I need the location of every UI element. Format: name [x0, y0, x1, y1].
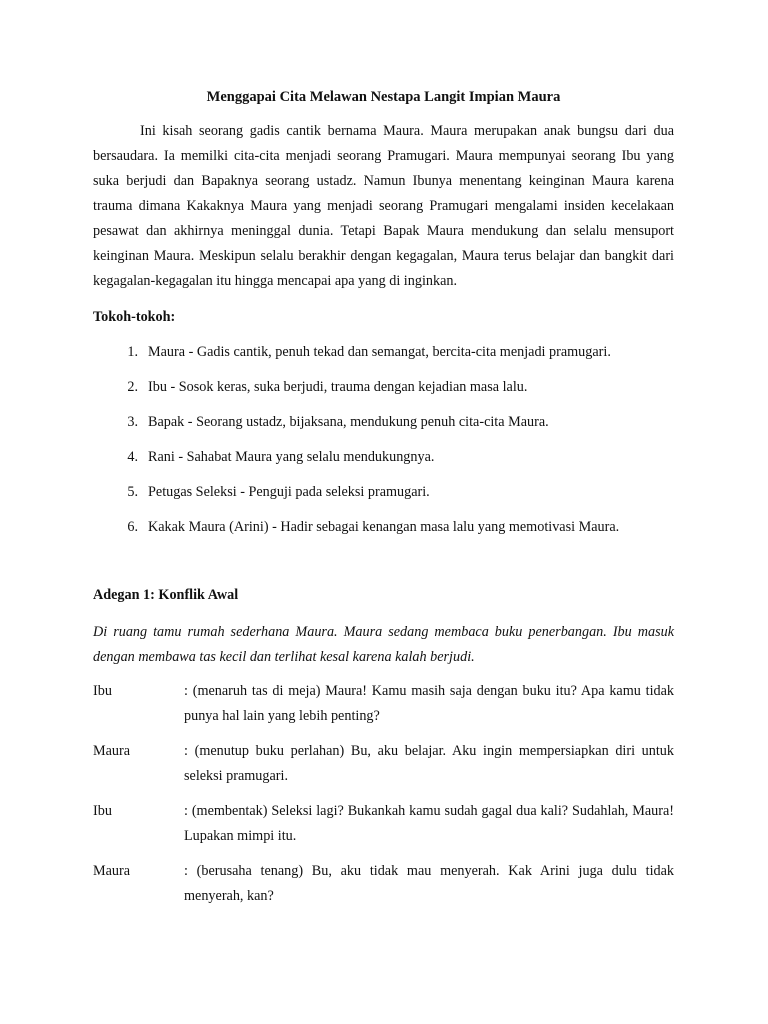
list-number: 1.	[127, 344, 138, 360]
scene-heading: Adegan 1: Konflik Awal	[93, 587, 239, 603]
dialogue-entry	[93, 739, 674, 789]
dialogue-line: : (berusaha tenang) Bu, aku tidak mau menyerah. Kak Arini juga dulu tidak menyerah, kan?	[184, 863, 674, 904]
dialogue-speaker: Maura	[93, 743, 131, 759]
list-item	[93, 377, 674, 412]
intro-paragraph: Ini kisah seorang gadis cantik bernama Maura. Maura merupakan anak bungsu dari dua bersaudara. Ia memilki cita-cita menjadi seorang Pramugari. Maura mempunyai seorang Ibu yang suka berjudi dan Bapaknya seorang ustadz. Namun Ibunya menentang keinginan Maura karena trauma dimana Kakaknya Maura yang menjadi seorang Pramugari mengalami insiden kecelakaan pesawat dan akhirnya meninggal dunia. Tetapi Bapak Maura mendukung dan selalu mensuport keinginan Maura. Meskipun selalu berakhir dengan kegagalan, Maura terus belajar dan bangkit dari kegagalan-kegagalan itu hingga mencapai apa yang di inginkan.	[93, 123, 674, 289]
list-item	[93, 342, 674, 377]
list-item	[93, 447, 674, 482]
list-text: Bapak - Seorang ustadz, bijaksana, mendukung penuh cita-cita Maura.	[148, 414, 549, 430]
characters-heading: Tokoh-tokoh:	[93, 309, 176, 325]
dialogue-speaker: Ibu	[93, 803, 112, 819]
list-text: Ibu - Sosok keras, suka berjudi, trauma dengan kejadian masa lalu.	[148, 379, 528, 395]
dialogue-line: : (menutup buku perlahan) Bu, aku belajar. Aku ingin mempersiapkan diri untuk seleksi pramugari.	[184, 743, 674, 784]
dialogue-speaker: Maura	[93, 863, 131, 879]
dialogue-entry	[93, 679, 674, 729]
list-item	[93, 482, 674, 517]
dialogue-entry	[93, 859, 674, 909]
list-number: 3.	[127, 414, 138, 430]
document-title: Menggapai Cita Melawan Nestapa Langit Impian Maura	[206, 89, 561, 105]
dialogue-entry	[93, 799, 674, 849]
list-item	[93, 517, 674, 552]
list-text: Petugas Seleksi - Penguji pada seleksi pramugari.	[148, 484, 430, 500]
list-number: 6.	[127, 519, 138, 535]
dialogue-line: : (menaruh tas di meja) Maura! Kamu masih saja dengan buku itu? Apa kamu tidak punya hal lain yang lebih penting?	[184, 683, 674, 724]
list-text: Rani - Sahabat Maura yang selalu mendukungnya.	[148, 449, 435, 465]
dialogue-line: : (membentak) Seleksi lagi? Bukankah kamu sudah gagal dua kali? Sudahlah, Maura! Lupakan mimpi itu.	[184, 803, 674, 844]
list-number: 4.	[127, 449, 138, 465]
list-text: Maura - Gadis cantik, penuh tekad dan semangat, bercita-cita menjadi pramugari.	[148, 344, 611, 360]
dialogue-speaker: Ibu	[93, 683, 112, 699]
characters-list	[93, 342, 674, 552]
list-item	[93, 412, 674, 447]
list-text: Kakak Maura (Arini) - Hadir sebagai kenangan masa lalu yang memotivasi Maura.	[148, 519, 620, 535]
list-number: 2.	[127, 379, 138, 395]
stage-direction: Di ruang tamu rumah sederhana Maura. Maura sedang membaca buku penerbangan. Ibu masuk dengan membawa tas kecil dan terlihat kesal karena kalah berjudi.	[93, 624, 674, 665]
list-number: 5.	[127, 484, 138, 500]
